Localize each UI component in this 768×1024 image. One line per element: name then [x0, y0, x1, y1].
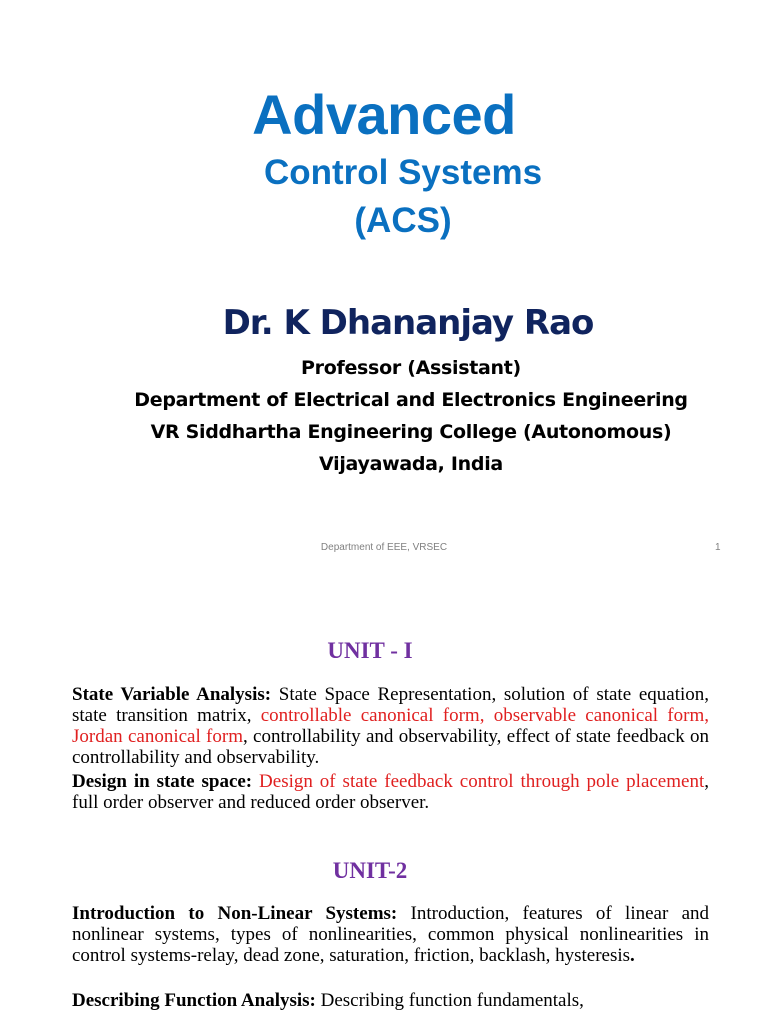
paragraph-label: Introduction to Non-Linear Systems: [72, 903, 398, 924]
unit2-heading: UNIT-2 [332, 858, 408, 883]
title-abbr: (ACS) [354, 201, 452, 240]
author-location: Vijayawada, India [319, 453, 503, 475]
paragraph-label: Describing Function Analysis: [72, 990, 316, 1011]
paragraph-text: , full order observer and reduced order observer. [72, 771, 709, 813]
paragraph-label: State Variable Analysis: [72, 684, 272, 705]
author-college: VR Siddhartha Engineering College (Autonomous) [150, 421, 672, 443]
paragraph-text: Introduction, features of linear and nonlinear systems, types of nonlinearities, common physical nonlinearities in control systems-relay, dead zone, saturation, friction, backlash, hysteresis [72, 903, 710, 966]
footer-text: Department of EEE, VRSEC [320, 542, 448, 553]
paragraph-text: State Space Representation, solution of state equation, state transition matrix, [72, 684, 709, 726]
title-sub: Control Systems [263, 153, 543, 192]
syllabus-slide [0, 572, 768, 1024]
paragraph-end-mark: . [630, 945, 635, 966]
highlighted-topics: controllable canonical form, observable canonical form, Jordan canonical form [72, 705, 709, 747]
paragraph-label: Design in state space: [72, 771, 253, 792]
paragraph-text: , controllability and observability, effect of state feedback on controllability and observability. [72, 726, 709, 768]
highlighted-topics: Design of state feedback control through pole placement [252, 771, 705, 792]
paragraph-text: Describing function fundamentals, [315, 990, 584, 1011]
nonlinear-intro-paragraph [72, 903, 709, 966]
unit1-heading: UNIT - I [327, 638, 413, 663]
page-number: 1 [715, 542, 721, 553]
describing-function-paragraph [72, 990, 709, 1011]
author-name: Dr. K Dhananjay Rao [222, 303, 594, 343]
design-state-space-paragraph [72, 771, 709, 813]
state-variable-paragraph [72, 684, 709, 768]
title-main: Advanced [252, 83, 516, 146]
author-designation: Professor (Assistant) [301, 357, 521, 379]
author-department: Department of Electrical and Electronics Engineering [134, 389, 688, 411]
